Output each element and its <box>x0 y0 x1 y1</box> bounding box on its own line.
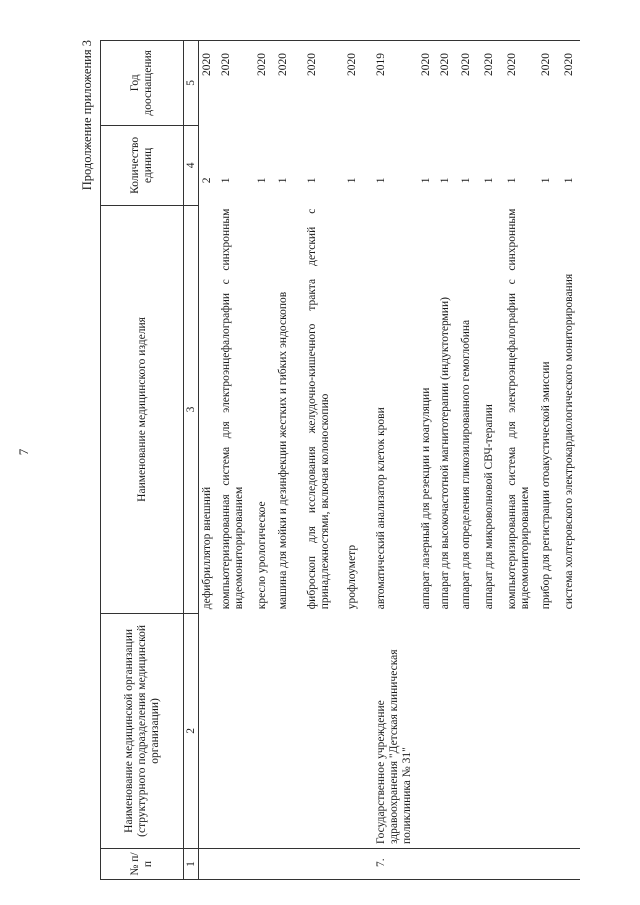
row-quantity: 1 <box>346 177 358 184</box>
row-organization <box>538 613 561 848</box>
table-row <box>458 41 481 880</box>
row-quantity: 1 <box>483 177 495 184</box>
table-row <box>437 41 458 880</box>
row-organization <box>561 613 580 848</box>
table-row <box>254 41 275 880</box>
row-quantity: 1 <box>420 177 432 184</box>
table-row <box>275 41 304 880</box>
header-quantity: Количество единиц <box>101 125 184 205</box>
row-year: 2020 <box>304 41 344 126</box>
row-device: аппарат лазерный для резекции и коагуляции <box>420 387 432 610</box>
row-device: машина для мойки и дезинфекции жестких и гибких эндоскопов <box>277 291 289 610</box>
row-number <box>304 849 344 880</box>
table-row <box>504 41 538 880</box>
row-number <box>561 849 580 880</box>
row-device: компьютеризированная система для электроэнцефалографии с синхронным видеомониторированием <box>506 208 531 610</box>
header-num: № п/п <box>101 849 184 880</box>
row-number <box>418 849 437 880</box>
row-device: урофлоуметр <box>346 544 358 610</box>
row-organization <box>275 613 304 848</box>
row-quantity: 1 <box>460 177 472 184</box>
row-device: компьютеризированная система для электроэнцефалографии с синхронным видеомониторированием <box>220 208 245 610</box>
row-quantity: 1 <box>220 177 232 184</box>
continuation-caption: Продолжение приложения 3 <box>80 40 94 191</box>
row-quantity: 1 <box>506 177 518 184</box>
row-organization <box>344 613 373 848</box>
row-device: кресло урологическое <box>256 501 268 610</box>
row-organization <box>254 613 275 848</box>
row-year: 2020 <box>418 41 437 126</box>
row-number <box>254 849 275 880</box>
column-number: 2 <box>184 613 199 848</box>
row-year: 2019 <box>373 41 418 126</box>
row-organization <box>199 613 219 848</box>
column-number-row <box>184 41 199 880</box>
row-device: дефибриллятор внешний <box>201 486 213 610</box>
row-year: 2020 <box>218 41 254 126</box>
row-year: 2020 <box>561 41 580 126</box>
column-number: 5 <box>184 41 199 126</box>
row-device: прибор для регистрации отоакустической эмиссии <box>540 361 552 610</box>
row-quantity: 1 <box>375 177 387 184</box>
table-row <box>538 41 561 880</box>
row-number <box>538 849 561 880</box>
row-organization: Государственное учреждение здравоохранения "Детская клиническая поликлиника № 31" <box>373 613 418 848</box>
row-year: 2020 <box>199 41 219 126</box>
row-number <box>458 849 481 880</box>
row-number <box>199 849 219 880</box>
table-row <box>561 41 580 880</box>
row-number <box>218 849 254 880</box>
column-number: 3 <box>184 206 199 614</box>
column-number: 4 <box>184 125 199 205</box>
row-device: аппарат для высокочастотной магнитотерапии (индуктотермии) <box>439 297 451 610</box>
row-year: 2020 <box>504 41 538 126</box>
row-year: 2020 <box>344 41 373 126</box>
row-year: 2020 <box>254 41 275 126</box>
row-year: 2020 <box>458 41 481 126</box>
row-quantity: 1 <box>277 177 289 184</box>
row-quantity: 1 <box>256 177 268 184</box>
header-organization: Наименование медицинской организации (структурного подразделения медицинской организации) <box>101 613 184 848</box>
row-year: 2020 <box>538 41 561 126</box>
table-row <box>373 41 418 880</box>
row-device: фиброскоп для исследования желудочно-кишечного тракта детский с принадлежностями, включая колоноскопию <box>306 208 331 610</box>
table-row <box>199 41 219 880</box>
header-device: Наименование медицинского изделия <box>101 206 184 614</box>
row-number <box>344 849 373 880</box>
row-device: аппарат для определения гликозилированного гемоглобина <box>460 319 472 610</box>
table-body <box>199 41 581 880</box>
row-organization <box>458 613 481 848</box>
row-device: система холтеровского электрокардиологического мониторирования <box>563 273 575 610</box>
row-device: аппарат для микроволновой СВЧ-терапии <box>483 404 495 610</box>
table-row <box>218 41 254 880</box>
table-row <box>481 41 504 880</box>
table-row <box>418 41 437 880</box>
row-year: 2020 <box>481 41 504 126</box>
row-organization <box>418 613 437 848</box>
header-year: Год дооснащения <box>101 41 184 126</box>
row-organization <box>437 613 458 848</box>
row-organization <box>504 613 538 848</box>
row-number <box>481 849 504 880</box>
row-year: 2020 <box>437 41 458 126</box>
rotated-document-body <box>80 40 600 880</box>
row-quantity: 1 <box>306 177 318 184</box>
row-organization <box>218 613 254 848</box>
row-quantity: 2 <box>201 177 213 184</box>
equipment-table <box>100 40 580 880</box>
row-quantity: 1 <box>563 177 575 184</box>
row-organization <box>481 613 504 848</box>
row-number: 7. <box>373 849 418 880</box>
page-number: 7 <box>16 448 31 456</box>
row-organization <box>304 613 344 848</box>
row-number <box>437 849 458 880</box>
row-device: автоматический анализатор клеток крови <box>375 407 387 610</box>
row-number <box>504 849 538 880</box>
table-row <box>304 41 344 880</box>
table-header-row <box>101 41 184 880</box>
row-year: 2020 <box>275 41 304 126</box>
row-quantity: 1 <box>439 177 451 184</box>
table-row <box>344 41 373 880</box>
row-quantity: 1 <box>540 177 552 184</box>
column-number: 1 <box>184 849 199 880</box>
row-number <box>275 849 304 880</box>
